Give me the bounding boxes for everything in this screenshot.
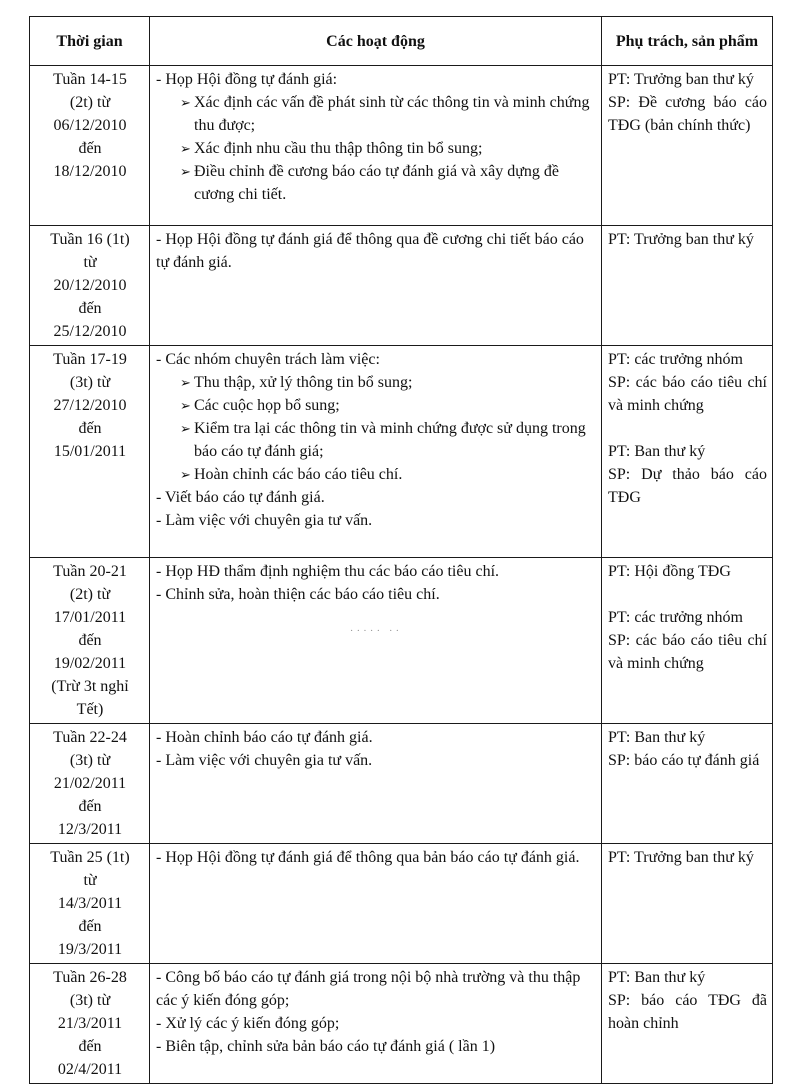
schedule-row bbox=[30, 346, 773, 558]
responsible-line: PT: Ban thư ký bbox=[608, 443, 706, 460]
responsible-cell bbox=[602, 964, 773, 1084]
time-line: Tuần 26-28 bbox=[53, 969, 127, 986]
responsible-line: SP: báo cáo tự đánh giá bbox=[608, 752, 760, 769]
time-line: 06/12/2010 bbox=[53, 117, 127, 134]
header-responsible: Phụ trách, sản phẩm bbox=[602, 17, 773, 66]
activity-item: - Họp Hội đồng tự đánh giá để thông qua đề cương chi tiết báo cáo tự đánh giá. bbox=[156, 231, 584, 271]
activity-item: - Công bố báo cáo tự đánh giá trong nội bộ nhà trường và thu thập các ý kiến đóng góp; bbox=[156, 969, 581, 1009]
arrow-bullet-icon: ➢ bbox=[180, 467, 191, 482]
time-line: 20/12/2010 bbox=[53, 277, 127, 294]
responsible-cell bbox=[602, 724, 773, 844]
time-cell bbox=[30, 724, 150, 844]
activity-subitem bbox=[156, 137, 596, 160]
activity-item: - Họp Hội đồng tự đánh giá: bbox=[156, 71, 338, 88]
time-line: đến bbox=[78, 140, 102, 157]
activity-subitem bbox=[156, 417, 596, 463]
time-line: đến bbox=[78, 632, 102, 649]
time-cell bbox=[30, 964, 150, 1084]
time-line: Tuần 17-19 bbox=[53, 351, 127, 368]
time-line: 18/12/2010 bbox=[53, 163, 127, 180]
arrow-bullet-icon: ➢ bbox=[180, 141, 191, 156]
activities-cell bbox=[150, 724, 602, 844]
schedule-table bbox=[29, 16, 773, 1084]
schedule-body bbox=[30, 66, 773, 1084]
responsible-line: SP: các báo cáo tiêu chí và minh chứng bbox=[608, 632, 767, 672]
responsible-line: SP: báo cáo TĐG đã hoàn chỉnh bbox=[608, 992, 767, 1032]
schedule-row bbox=[30, 724, 773, 844]
activities-cell bbox=[150, 226, 602, 346]
time-line: Tuần 16 (1t) bbox=[50, 231, 130, 248]
time-line: Tết) bbox=[76, 701, 104, 718]
time-cell bbox=[30, 226, 150, 346]
activities-cell bbox=[150, 346, 602, 558]
time-line: 19/3/2011 bbox=[57, 941, 123, 958]
arrow-bullet-icon: ➢ bbox=[180, 421, 191, 436]
time-line: từ bbox=[83, 872, 97, 889]
activities-cell bbox=[150, 558, 602, 724]
time-line: 25/12/2010 bbox=[53, 323, 127, 340]
time-line: đến bbox=[78, 420, 102, 437]
responsible-line: PT: Trưởng ban thư ký bbox=[608, 849, 754, 866]
time-cell bbox=[30, 346, 150, 558]
activity-subitem-text: Xác định nhu cầu thu thập thông tin bổ sung; bbox=[194, 140, 483, 157]
time-line: (2t) từ bbox=[69, 586, 111, 603]
activity-item: - Viết báo cáo tự đánh giá. bbox=[156, 489, 325, 506]
schedule-row bbox=[30, 66, 773, 226]
responsible-line: SP: các báo cáo tiêu chí và minh chứng bbox=[608, 374, 767, 414]
responsible-cell bbox=[602, 558, 773, 724]
header-time: Thời gian bbox=[30, 17, 150, 66]
activity-item: - Họp Hội đồng tự đánh giá để thông qua bản báo cáo tự đánh giá. bbox=[156, 849, 580, 866]
time-line: (3t) từ bbox=[69, 374, 111, 391]
time-cell bbox=[30, 844, 150, 964]
schedule-row bbox=[30, 844, 773, 964]
responsible-cell bbox=[602, 346, 773, 558]
time-line: Tuần 20-21 bbox=[53, 563, 127, 580]
spacer bbox=[608, 417, 767, 440]
activity-item: - Biên tập, chỉnh sửa bản báo cáo tự đánh giá ( lần 1) bbox=[156, 1038, 496, 1055]
activity-item: - Xử lý các ý kiến đóng góp; bbox=[156, 1015, 340, 1032]
time-line: đến bbox=[78, 300, 102, 317]
activities-cell bbox=[150, 964, 602, 1084]
arrow-bullet-icon: ➢ bbox=[180, 375, 191, 390]
schedule-row bbox=[30, 964, 773, 1084]
activities-cell bbox=[150, 66, 602, 226]
time-line: 14/3/2011 bbox=[57, 895, 123, 912]
activity-subitem bbox=[156, 160, 596, 206]
responsible-cell bbox=[602, 844, 773, 964]
time-line: (3t) từ bbox=[69, 752, 111, 769]
time-line: từ bbox=[83, 254, 97, 271]
activity-item: - Làm việc với chuyên gia tư vấn. bbox=[156, 512, 373, 529]
activity-item: - Làm việc với chuyên gia tư vấn. bbox=[156, 752, 373, 769]
responsible-line: PT: các trưởng nhóm bbox=[608, 609, 743, 626]
header-row bbox=[30, 17, 773, 66]
activities-cell bbox=[150, 844, 602, 964]
arrow-bullet-icon: ➢ bbox=[180, 95, 191, 110]
activity-subitem-text: Các cuộc họp bổ sung; bbox=[194, 397, 340, 414]
activity-subitem-text: Hoàn chỉnh các báo cáo tiêu chí. bbox=[194, 466, 403, 483]
time-line: 02/4/2011 bbox=[57, 1061, 123, 1078]
time-line: 12/3/2011 bbox=[57, 821, 123, 838]
activity-subitem-text: Xác định các vấn đề phát sinh từ các thông tin và minh chứng thu được; bbox=[194, 94, 590, 134]
schedule-row bbox=[30, 558, 773, 724]
activity-subitem-text: Thu thập, xử lý thông tin bổ sung; bbox=[194, 374, 413, 391]
time-line: Tuần 14-15 bbox=[53, 71, 127, 88]
responsible-cell bbox=[602, 226, 773, 346]
responsible-line: PT: Hội đồng TĐG bbox=[608, 563, 731, 580]
time-line: 17/01/2011 bbox=[53, 609, 127, 626]
activity-subitem bbox=[156, 394, 596, 417]
time-line: đến bbox=[78, 798, 102, 815]
schedule-row bbox=[30, 226, 773, 346]
arrow-bullet-icon: ➢ bbox=[180, 398, 191, 413]
activity-item: - Chỉnh sửa, hoàn thiện các báo cáo tiêu chí. bbox=[156, 586, 440, 603]
time-line: (Trừ 3t nghỉ bbox=[51, 678, 129, 695]
activity-item: - Các nhóm chuyên trách làm việc: bbox=[156, 351, 380, 368]
responsible-line: PT: Ban thư ký bbox=[608, 969, 706, 986]
responsible-cell bbox=[602, 66, 773, 226]
time-line: (2t) từ bbox=[69, 94, 111, 111]
activity-subitem-text: Điều chỉnh đề cương báo cáo tự đánh giá và xây dựng đề cương chi tiết. bbox=[194, 163, 560, 203]
scan-mark: ····· ·· bbox=[349, 625, 403, 637]
activity-item: - Họp HĐ thẩm định nghiệm thu các báo cáo tiêu chí. bbox=[156, 563, 500, 580]
responsible-line: SP: Đề cương báo cáo TĐG (bản chính thức) bbox=[608, 94, 767, 134]
time-line: (3t) từ bbox=[69, 992, 111, 1009]
spacer bbox=[608, 583, 767, 606]
time-line: 15/01/2011 bbox=[53, 443, 127, 460]
responsible-line: PT: Trưởng ban thư ký bbox=[608, 231, 754, 248]
header-activities: Các hoạt động bbox=[150, 17, 602, 66]
activity-subitem-text: Kiểm tra lại các thông tin và minh chứng được sử dụng trong báo cáo tự đánh giá; bbox=[194, 420, 586, 460]
time-line: 21/02/2011 bbox=[53, 775, 127, 792]
arrow-bullet-icon: ➢ bbox=[180, 164, 191, 179]
activity-subitem bbox=[156, 371, 596, 394]
time-line: 19/02/2011 bbox=[53, 655, 127, 672]
time-line: đến bbox=[78, 1038, 102, 1055]
activity-subitem bbox=[156, 91, 596, 137]
activity-subitem bbox=[156, 463, 596, 486]
time-cell bbox=[30, 66, 150, 226]
time-line: đến bbox=[78, 918, 102, 935]
time-line: Tuần 25 (1t) bbox=[50, 849, 130, 866]
responsible-line: PT: Trưởng ban thư ký bbox=[608, 71, 754, 88]
time-line: 21/3/2011 bbox=[57, 1015, 123, 1032]
responsible-line: PT: Ban thư ký bbox=[608, 729, 706, 746]
time-line: Tuần 22-24 bbox=[53, 729, 127, 746]
responsible-line: PT: các trưởng nhóm bbox=[608, 351, 743, 368]
responsible-line: SP: Dự thảo báo cáo TĐG bbox=[608, 466, 767, 506]
activity-item: - Hoàn chỉnh báo cáo tự đánh giá. bbox=[156, 729, 373, 746]
time-cell bbox=[30, 558, 150, 724]
time-line: 27/12/2010 bbox=[53, 397, 127, 414]
